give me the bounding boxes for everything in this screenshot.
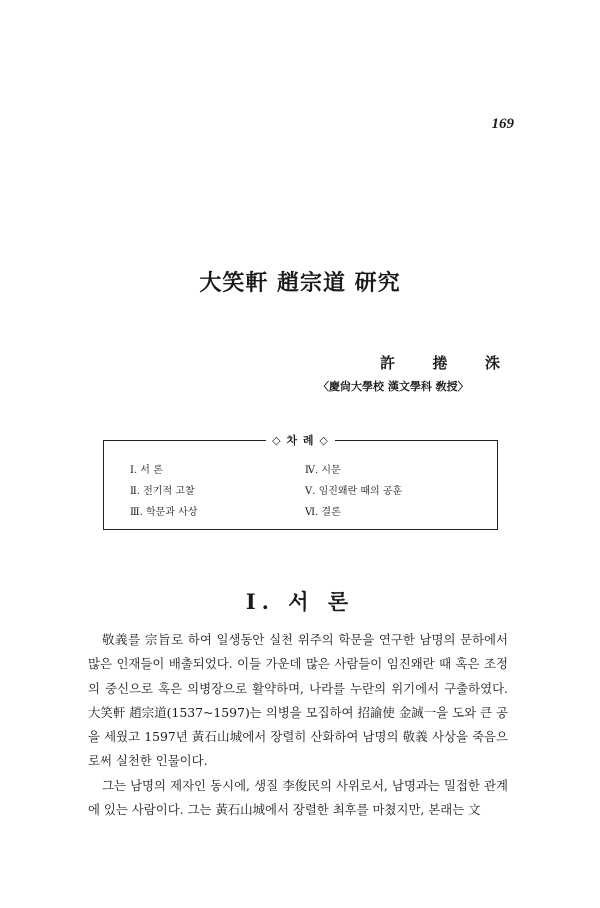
section-heading: Ⅰ. 서 론: [245, 589, 355, 614]
page-number: 169: [491, 116, 514, 132]
paper-title: 大笑軒 趙宗道 研究: [199, 270, 401, 296]
paragraph: 그는 남명의 제자인 동시에, 생질 李俊民의 사위로서, 남명과는 밀접한 관계에 있는 사람이다. 그는 黃石山城에서 장렬한 최후를 마쳤지만, 본래는 文: [88, 777, 508, 818]
paragraph: 敬義를 宗旨로 하여 일생동안 실천 위주의 학문을 연구한 남명의 문하에서 많은 인재들이 배출되었다. 이들 가운데 많은 사람들이 임진왜란 때 혹은 조정의 중신으로 혹은 의병장으로 활약하며, 나라를 누란의 위기에서 구출하였다. 大笑軒 趙宗道(1537~1597)는 의병을 모집하여 招諭使 金誠一을 도와 큰 공을 세웠고 1597년 黃石山城에서 장렬히 산화하여 남명의 敬義 사상을 죽음으로써 실천한 인물이다.: [88, 632, 508, 769]
author-name: [380, 352, 500, 373]
author-affiliation: 〈慶尙大學校 漢文學科 敎授〉: [318, 380, 469, 393]
toc-item: Ⅱ. 전기적 고찰: [130, 486, 195, 497]
author-name-char: 捲: [432, 354, 448, 372]
toc-item: Ⅰ. 서 론: [130, 465, 163, 476]
toc-item: Ⅲ. 학문과 사상: [130, 507, 198, 518]
toc-item: Ⅵ. 결론: [305, 507, 341, 518]
toc-item: Ⅴ. 임진왜란 때의 공훈: [305, 486, 403, 497]
author-name-char: 許: [380, 354, 396, 372]
toc-list: [130, 461, 487, 518]
toc-item: Ⅳ. 시문: [305, 465, 341, 476]
body-text: [88, 628, 508, 822]
author-name-char: 洙: [484, 354, 500, 372]
toc-header: ◇ 차 례 ◇: [266, 434, 335, 447]
table-of-contents: [103, 434, 498, 530]
